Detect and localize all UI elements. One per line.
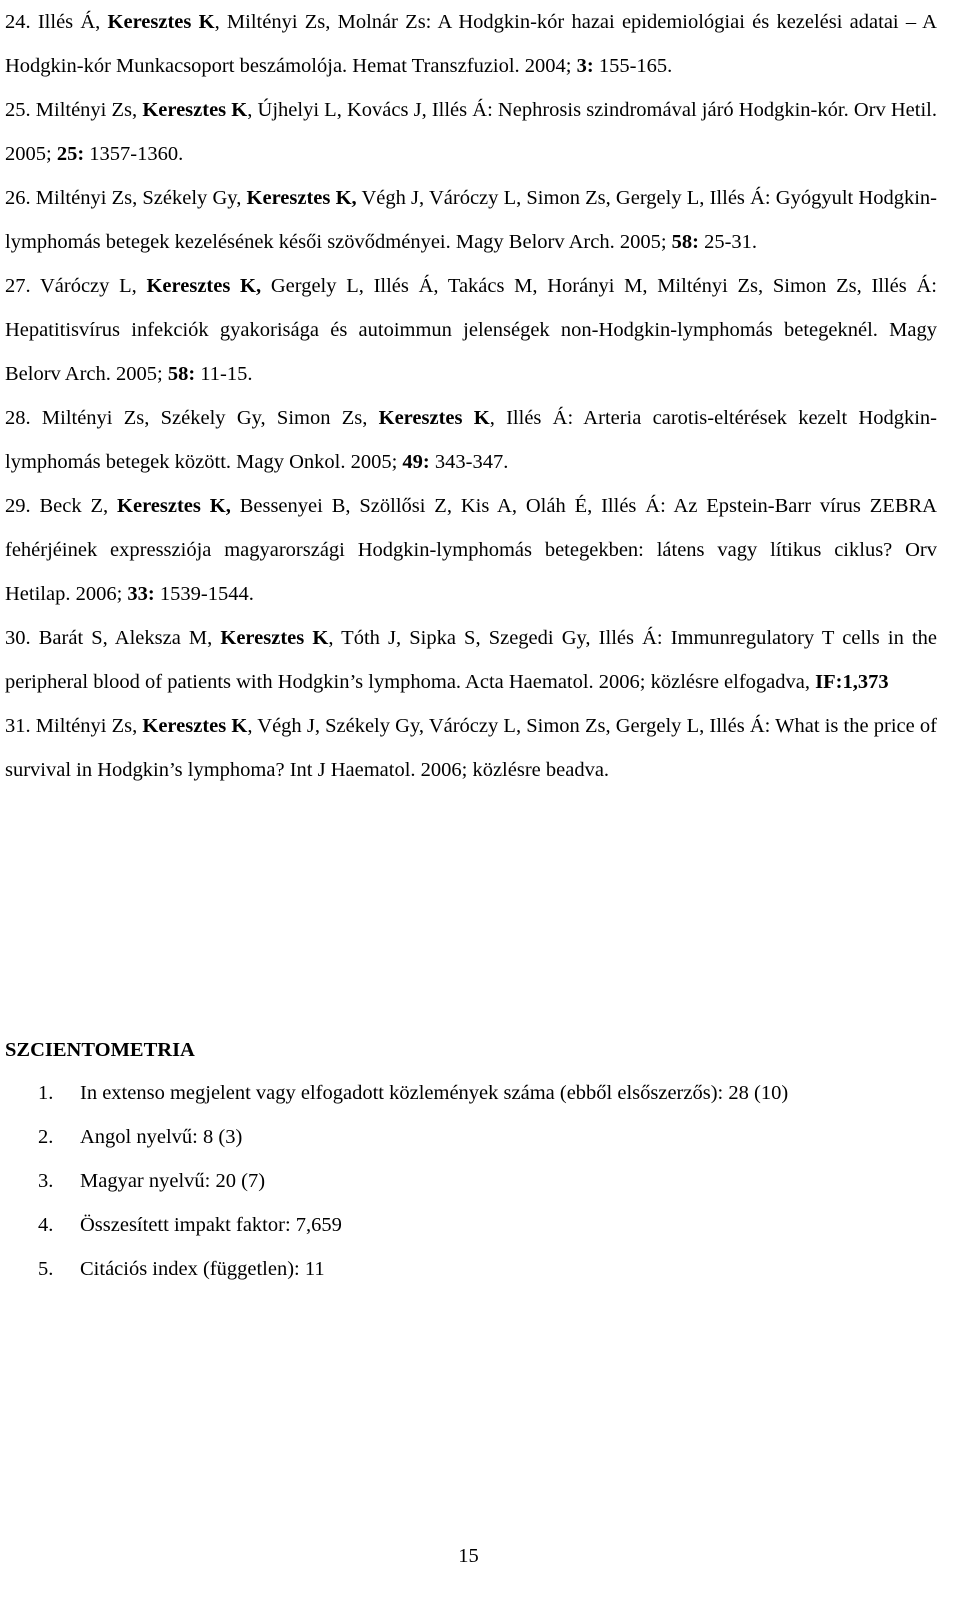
reference-bold-text: Keresztes K [220, 627, 329, 649]
reference-bold-text: Keresztes K [142, 99, 248, 121]
reference-bold-text: 49: [402, 451, 430, 473]
reference-text: 28. Miltényi Zs, Székely Gy, Simon Zs, [5, 407, 379, 429]
reference-text: 26. Miltényi Zs, Székely Gy, [5, 187, 247, 209]
reference-text: , Miltényi Zs, Molnár Zs: A Hodgkin-kór hazai epidemiológiai és kezelési adatai – A Hodgkin-kór Munkacsoport beszámolója. Hemat Transzfuziol. 2004; [5, 11, 937, 77]
reference-text: 25-31. [698, 231, 758, 253]
reference-text: 343-347. [429, 451, 509, 473]
list-item-number: 5. [38, 1258, 54, 1280]
reference-text: 27. Váróczy L, [5, 275, 147, 297]
reference-item [5, 176, 937, 264]
reference-item [5, 616, 937, 704]
reference-text: , Tóth J, Sipka S, Szegedi Gy, Illés Á: Immunregulatory T cells in the peripheral blood of patients with Hodgkin’s lymphoma. Acta Haematol. 2006; közlésre elfogadva, [5, 627, 937, 693]
reference-bold-text: Keresztes K, [246, 187, 357, 209]
reference-text: Végh J, Váróczy L, Simon Zs, Gergely L, Illés Á: Gyógyult Hodgkin-lymphomás betegek kezelésének késői szövődményei. Magy Belorv Arch. 2005; [5, 187, 937, 253]
reference-text: , Végh J, Székely Gy, Váróczy L, Simon Zs, Gergely L, Illés Á: What is the price of survival in Hodgkin’s lymphoma? Int J Haematol. 2006; közlésre beadva. [5, 715, 937, 781]
reference-text: Gergely L, Illés Á, Takács M, Horányi M, Miltényi Zs, Simon Zs, Illés Á: Hepatitisvírus infekciók gyakorisága és autoimmun jelenségek non-Hodgkin-lymphomás betegeknél. Magy Belorv Arch. 2005; [5, 275, 937, 385]
list-item-text: Összesített impakt faktor: 7,659 [80, 1214, 342, 1236]
reference-text: 29. Beck Z, [5, 495, 118, 517]
reference-bold-text: Keresztes K [378, 407, 490, 429]
reference-item [5, 0, 937, 88]
list-item [0, 1115, 937, 1159]
list-item [0, 1203, 937, 1247]
reference-bold-text: IF:1,373 [815, 671, 889, 693]
reference-item [5, 264, 937, 396]
list-item-text: Angol nyelvű: 8 (3) [80, 1126, 243, 1148]
reference-text: , Újhelyi L, Kovács J, Illés Á: Nephrosis szindromával járó Hodgkin-kór. Orv Hetil. 2005; [5, 99, 937, 165]
scientometrics-list [0, 1071, 937, 1291]
list-item-text: In extenso megjelent vagy elfogadott közlemények száma (ebből elsőszerzős): 28 (10) [80, 1082, 789, 1104]
reference-text: 25. Miltényi Zs, [5, 99, 143, 121]
reference-bold-text: 33: [127, 583, 155, 605]
reference-bold-text: 25: [56, 143, 85, 165]
reference-text: 24. Illés Á, [5, 11, 108, 33]
reference-text: 155-165. [593, 55, 673, 77]
reference-bold-text: 3: [576, 55, 594, 77]
list-item [0, 1247, 937, 1291]
reference-item [5, 704, 937, 792]
reference-text: 31. Miltényi Zs, [5, 715, 143, 737]
reference-item [5, 396, 937, 484]
reference-bold-text: Keresztes K [142, 715, 248, 737]
list-item [0, 1071, 937, 1115]
reference-text: 30. Barát S, Aleksza M, [5, 627, 221, 649]
list-item-number: 4. [38, 1214, 54, 1236]
list-item-number: 1. [38, 1082, 54, 1104]
reference-list [5, 0, 937, 792]
list-item-number: 3. [38, 1170, 54, 1192]
page-number: 15 [458, 1545, 479, 1567]
reference-text: , Illés Á: Arteria carotis-eltérések kezelt Hodgkin-lymphomás betegek között. Magy Onkol. 2005; [5, 407, 937, 473]
reference-bold-text: Keresztes K, [146, 275, 262, 297]
list-item [0, 1159, 937, 1203]
list-item-text: Citációs index (független): 11 [80, 1258, 325, 1280]
reference-item [5, 484, 937, 616]
reference-text: Bessenyei B, Szöllősi Z, Kis A, Oláh É, Illés Á: Az Epstein-Barr vírus ZEBRA fehérjéinek expressziója magyarországi Hodgkin-lymphomás betegekben: látens vagy lítikus ciklus? Orv Hetilap. 2006; [5, 495, 937, 605]
reference-bold-text: 58: [671, 231, 699, 253]
list-item-text: Magyar nyelvű: 20 (7) [80, 1170, 266, 1192]
reference-bold-text: Keresztes K [107, 11, 215, 33]
section-title: SZCIENTOMETRIA [5, 1039, 195, 1061]
list-item-number: 2. [38, 1126, 54, 1148]
reference-item [5, 88, 937, 176]
reference-bold-text: Keresztes K, [117, 495, 231, 517]
reference-text: 11-15. [195, 363, 253, 385]
reference-bold-text: 58: [167, 363, 196, 385]
reference-text: 1357-1360. [84, 143, 184, 165]
reference-text: 1539-1544. [154, 583, 254, 605]
